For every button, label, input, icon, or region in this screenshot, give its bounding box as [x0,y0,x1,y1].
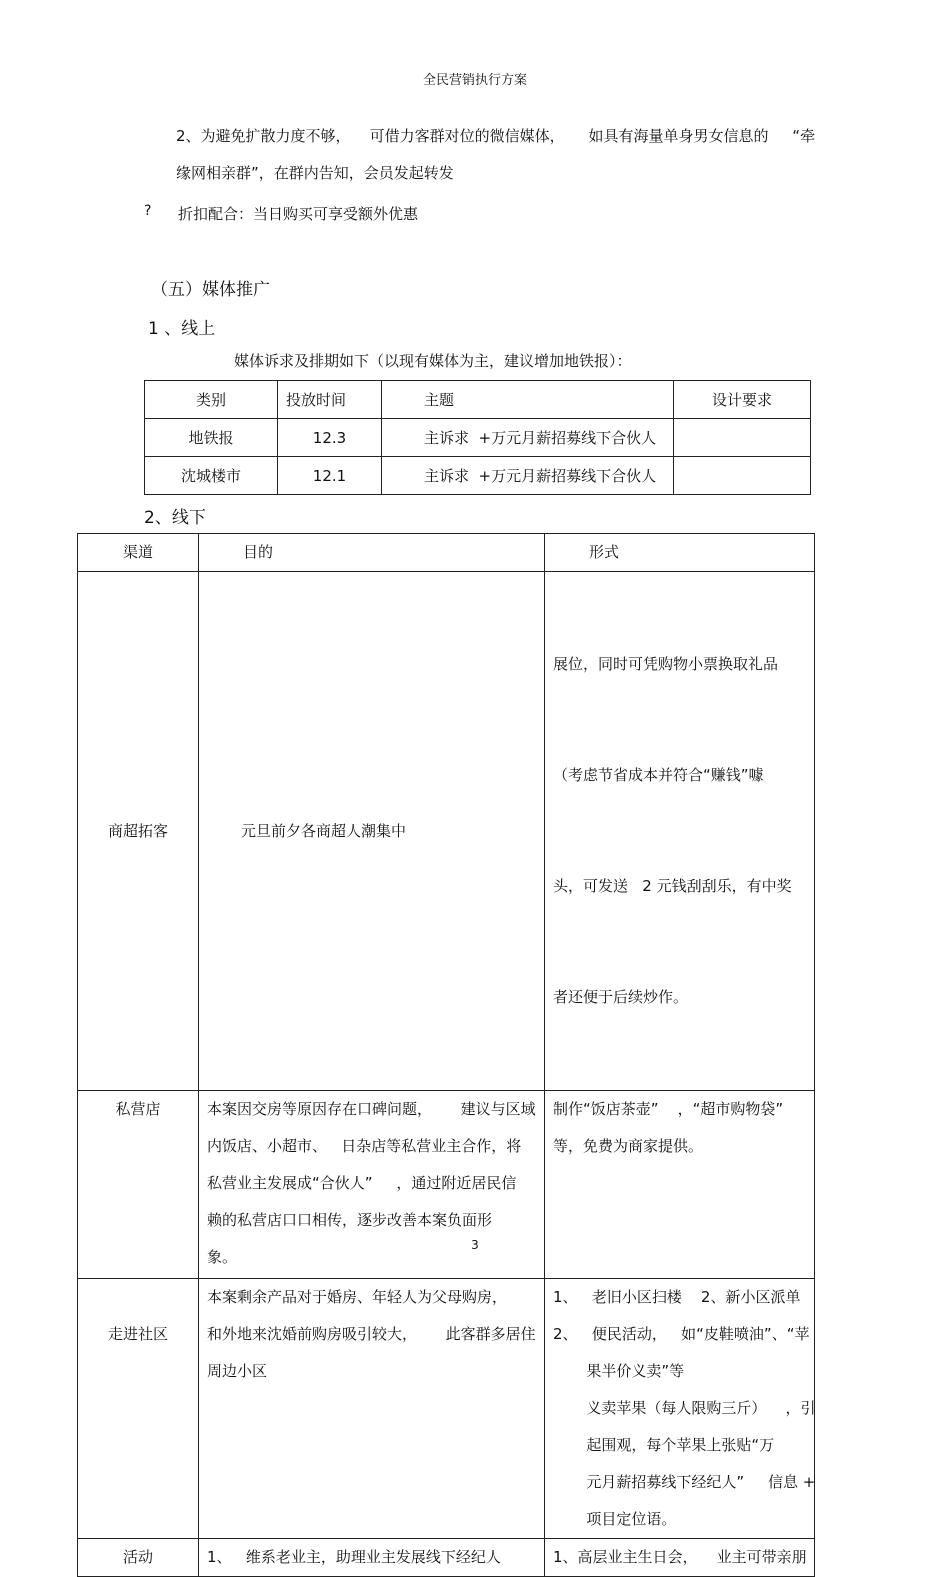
channel-label: 商超拓客 [107,821,168,840]
purpose-line: 赖的私营店口口相传，逐步改善本案负面形 [207,1211,493,1229]
purpose-line: 象。 [207,1248,238,1266]
form-line: 元月薪招募线下经纪人” 信息 + [553,1473,816,1491]
cell-category: 沈城楼市 [145,457,278,495]
header-cell-purpose: 目的 [199,534,545,572]
purpose-line: 1、 维系老业主，助理业主发展线下经纪人 [207,1548,501,1566]
subheading-online: 1 、线上 [148,319,216,339]
table-row [78,1539,815,1577]
cell-time: 12.3 [278,419,382,457]
form-line: 制作“饭店茶壶” ，“超市购物袋” [553,1100,784,1118]
form-line: 义卖苹果（每人限购三斤） ，引 [553,1399,816,1417]
cell-theme: 主诉求 +万元月薪招募线下合伙人 [382,457,674,495]
form-line: 1、高层业主生日会， 业主可带亲朋 [553,1548,807,1566]
form-line: （考虑节省成本并符合“赚钱”噱 [553,766,764,784]
media-schedule-table [144,380,811,495]
purpose-line: 私营业主发展成“合伙人” ，通过附近居民信 [207,1174,517,1192]
page-number: 3 [471,1238,479,1252]
channel-label: 活动 [122,1548,153,1566]
cell-purpose [199,1539,545,1577]
paragraph-2-line-1: 2、为避免扩散力度不够， 可借力客群对位的微信媒体， 如具有海量单身男女信息的 “牵 [176,127,816,145]
cell-design [674,419,811,457]
purpose-line: 本案因交房等原因存在口碑问题， 建议与区域 [207,1100,536,1118]
purpose-line: 和外地来沈婚前购房吸引较大， 此客群多居住 [207,1325,536,1343]
cell-purpose [199,572,545,1091]
header-cell-time: 投放时间 [278,381,382,419]
purpose-line: 本案剩余产品对于婚房、年轻人为父母购房， [207,1288,508,1306]
cell-design [674,457,811,495]
cell-form [545,1539,815,1577]
purpose-line: 周边小区 [207,1362,268,1380]
section-heading-media: （五）媒体推广 [151,280,270,300]
form-line: 起围观，每个苹果上张贴“万 [553,1436,775,1454]
discount-text: 折扣配合：当日购买可享受额外优惠 [178,205,419,223]
table-row [145,457,811,495]
channel-label: 走进社区 [107,1325,168,1343]
form-line: 果半价义卖”等 [553,1362,685,1380]
cell-channel [78,1279,199,1539]
form-line: 者还便于后续炒作。 [553,988,689,1006]
form-line: 1、 老旧小区扫楼 2、新小区派单 [553,1288,801,1306]
offline-channel-table [77,533,815,1577]
form-line: 头，可发送 2 元钱刮刮乐，有中奖 [553,877,792,895]
cell-form [545,572,815,1091]
table-row [145,419,811,457]
header-cell-channel: 渠道 [78,534,199,572]
cell-purpose [199,1279,545,1539]
header-cell-category: 类别 [145,381,278,419]
header-cell-design: 设计要求 [674,381,811,419]
purpose-line: 元旦前夕各商超人潮集中 [241,821,407,840]
cell-channel [78,1539,199,1577]
subheading-offline: 2、线下 [144,508,206,528]
form-line: 等，免费为商家提供。 [553,1137,704,1155]
form-line: 2、 便民活动， 如“皮鞋喷油”、“苹 [553,1325,810,1343]
page-header: 全民营销执行方案 [422,73,527,88]
table-row [78,572,815,1091]
channel-label: 私营店 [115,1100,161,1118]
header-cell-theme: 主题 [382,381,674,419]
form-line: 项目定位语。 [553,1510,677,1528]
table-header-row [78,534,815,572]
bullet-marker: ? [144,203,152,219]
cell-form [545,1279,815,1539]
paragraph-2-line-2: 缘网相亲群”，在群内告知，会员发起转发 [176,164,454,182]
media-intro: 媒体诉求及排期如下（以现有媒体为主，建议增加地铁报）： [234,352,632,370]
form-line: 展位，同时可凭购物小票换取礼品 [553,655,779,673]
purpose-line: 内饭店、小超市、 日杂店等私营业主合作，将 [207,1137,522,1155]
header-cell-form: 形式 [545,534,815,572]
cell-category: 地铁报 [145,419,278,457]
table-header-row [145,381,811,419]
table-row [78,1279,815,1539]
cell-time: 12.1 [278,457,382,495]
cell-theme: 主诉求 +万元月薪招募线下合伙人 [382,419,674,457]
cell-channel [78,572,199,1091]
